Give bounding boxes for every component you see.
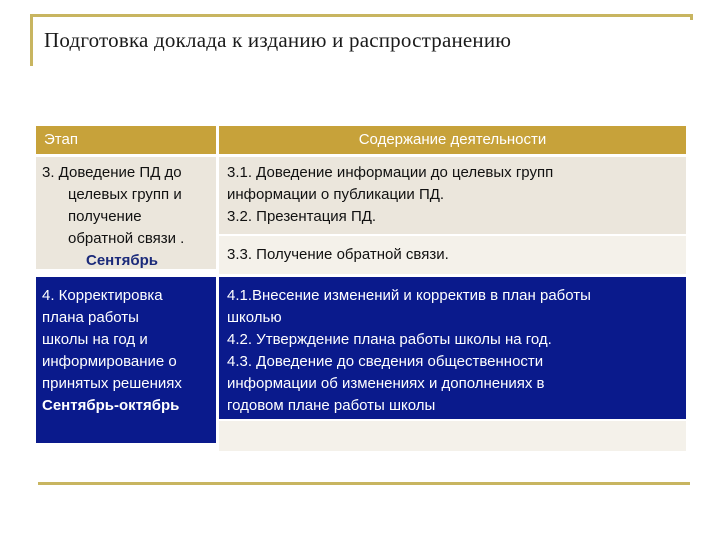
content-line: информации о публикации ПД. bbox=[227, 186, 445, 203]
content-line: 4.1.Внесение изменений и корректив в план работы bbox=[227, 287, 591, 304]
stage-line: информирование о bbox=[42, 353, 177, 370]
stage-cell bbox=[36, 157, 216, 269]
content-line: школью bbox=[227, 309, 282, 326]
content-cell bbox=[219, 277, 686, 451]
stage-line: 4. Корректировка bbox=[42, 287, 163, 304]
bottom-rule bbox=[38, 482, 690, 485]
content-line: 3.2. Презентация ПД. bbox=[227, 208, 377, 225]
content-empty-block bbox=[219, 419, 686, 451]
content-line: годовом плане работы школы bbox=[227, 397, 436, 414]
content-line: 4.3. Доведение до сведения общественности bbox=[227, 353, 544, 370]
content-block bbox=[219, 157, 686, 234]
stage-line: целевых групп и bbox=[68, 186, 182, 203]
stage-line: плана работы bbox=[42, 309, 139, 326]
title-frame-left-line bbox=[30, 14, 33, 66]
content-block-extra bbox=[219, 234, 686, 274]
header-content: Содержание деятельности bbox=[219, 126, 686, 154]
slide-title: Подготовка доклада к изданию и распространению bbox=[44, 28, 512, 52]
stage-month: Сентябрь-октябрь bbox=[42, 397, 180, 414]
content-line: информации об изменениях и дополнениях в bbox=[227, 375, 545, 392]
stage-line: 3. Доведение ПД до bbox=[42, 164, 182, 181]
activity-table bbox=[36, 126, 686, 451]
table-row bbox=[36, 277, 686, 451]
title-frame-top-line bbox=[30, 14, 692, 17]
stage-line: получение bbox=[68, 208, 142, 225]
stage-line: обратной связи . bbox=[68, 230, 185, 247]
header-stage: Этап bbox=[36, 126, 216, 154]
stage-month: Сентябрь bbox=[86, 252, 158, 269]
content-line: 4.2. Утверждение плана работы школы на год. bbox=[227, 331, 552, 348]
content-line: 3.3. Получение обратной связи. bbox=[227, 246, 449, 263]
content-cell bbox=[219, 157, 686, 274]
table-header-row bbox=[36, 126, 686, 154]
stage-line: принятых решениях bbox=[42, 375, 182, 392]
content-block bbox=[219, 277, 686, 419]
stage-cell bbox=[36, 277, 216, 443]
table-row bbox=[36, 157, 686, 274]
content-line: 3.1. Доведение информации до целевых групп bbox=[227, 164, 554, 181]
title-frame-right-tick bbox=[690, 14, 693, 20]
stage-line: школы на год и bbox=[42, 331, 148, 348]
